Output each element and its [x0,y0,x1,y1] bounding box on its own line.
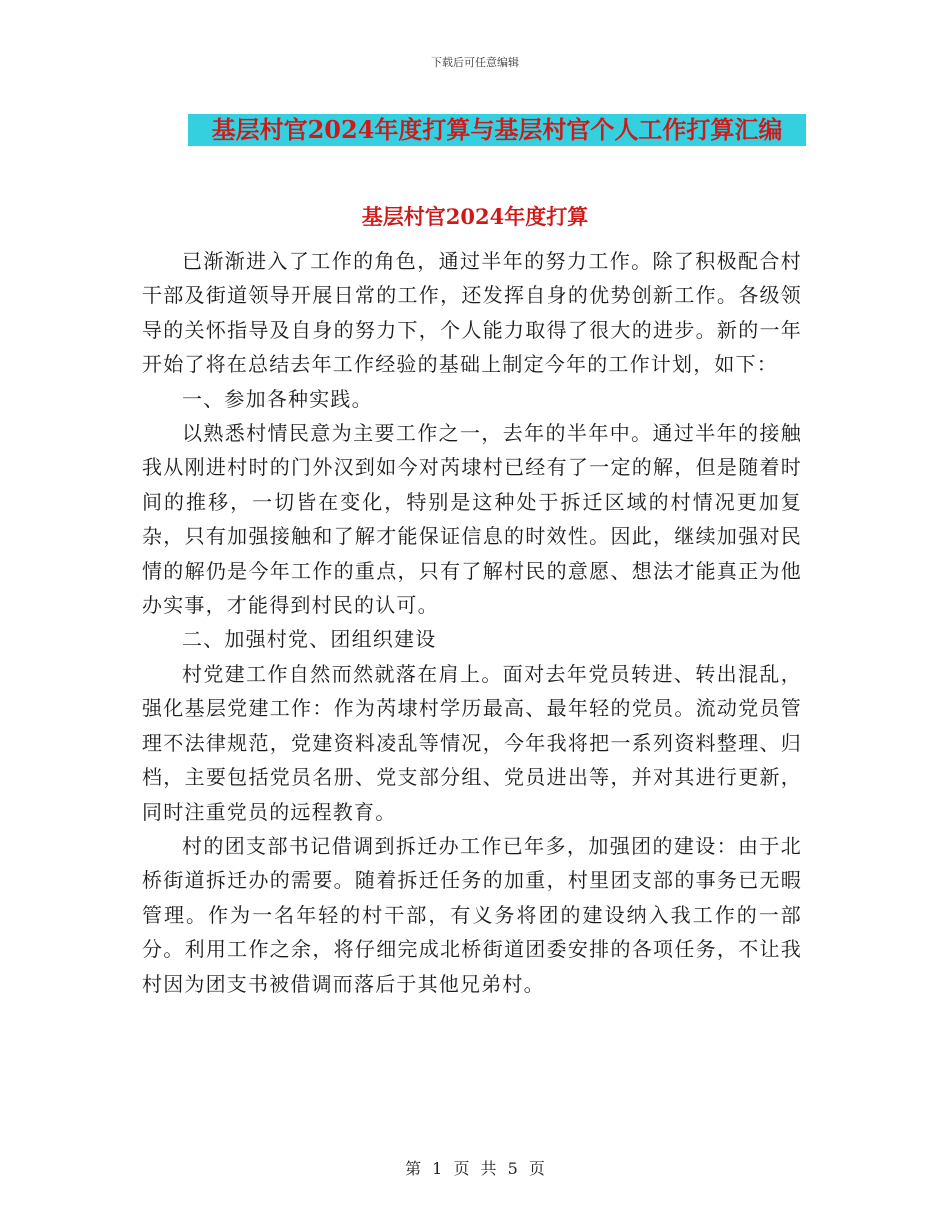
page-header-note: 下载后可任意编辑 [431,56,519,69]
heading-item-1: 一、参加各种实践。 [182,386,373,411]
paragraph-item-2b: 村的团支部书记借调到拆迁办工作已年多，加强团的建设：由于北桥街道拆迁办的需要。随着拆迁任务的加重，村里团支部的事务已无暇管理。作为一名年轻的村干部，有义务将团的建设纳入我工作的一部分。利用工作之余，将仔细完成北桥街道团委安排的各项任务，不让我村因为团支书被借调而落后于其他兄弟村。 [142,833,802,996]
document-body [142,244,802,1001]
paragraph-item-1: 以熟悉村情民意为主要工作之一，去年的半年中。通过半年的接触我从刚进村时的门外汉到如今对芮埭村已经有了一定的解，但是随着时间的推移，一切皆在变化，特别是这种处于拆迁区域的村情况更加复杂，只有加强接触和了解才能保证信息的时效性。因此，继续加强对民情的解仍是今年工作的重点，只有了解村民的意愿、想法才能真正为他办实事，才能得到村民的认可。 [142,421,802,618]
heading-item-2: 二、加强村党、团组织建设 [182,627,437,652]
page-number-footer: 第 1 页 共 5 页 [405,1159,545,1178]
section-title: 基层村官2024年度打算 [361,204,589,229]
document-title: 基层村官2024年度打算与基层村官个人工作打算汇编 [188,114,806,146]
paragraph-intro: 已渐渐进入了工作的角色，通过半年的努力工作。除了积极配合村干部及街道领导开展日常的工作，还发挥自身的优势创新工作。各级领导的关怀指导及自身的努力下，个人能力取得了很大的进步。新的一年开始了将在总结去年工作经验的基础上制定今年的工作计划，如下： [142,249,802,377]
paragraph-item-2a: 村党建工作自然而然就落在肩上。面对去年党员转进、转出混乱，强化基层党建工作：作为芮埭村学历最高、最年轻的党员。流动党员管理不法律规范，党建资料凌乱等情况，今年我将把一系列资料整理、归档，主要包括党员名册、党支部分组、党员进出等，并对其进行更新，同时注重党员的远程教育。 [142,661,802,824]
